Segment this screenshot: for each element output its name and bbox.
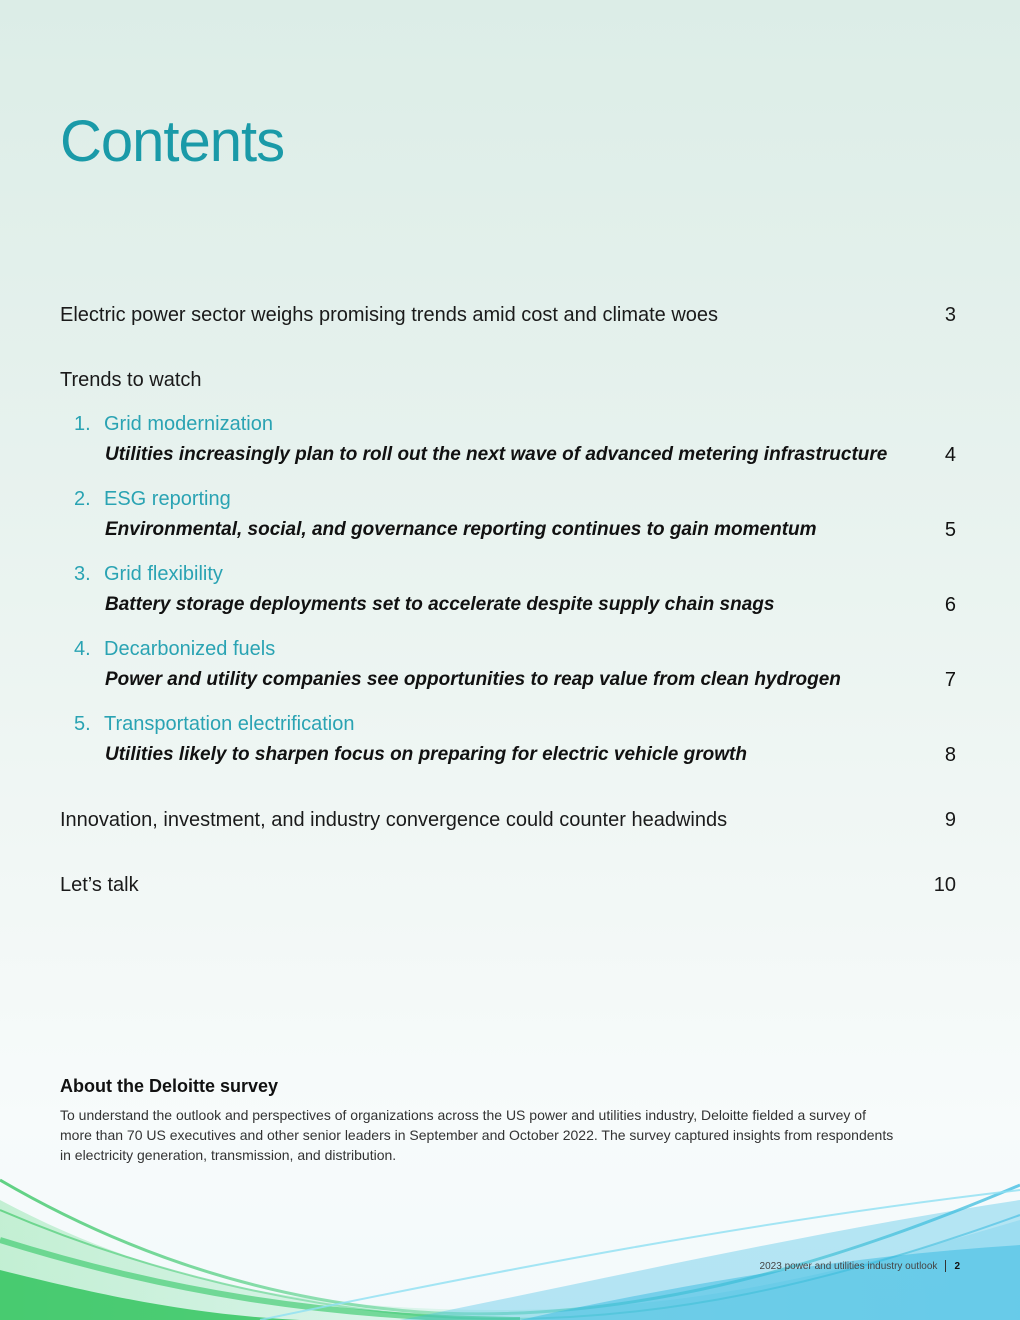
toc-page-number: 5 — [944, 518, 956, 541]
toc-entry-innovation[interactable] — [60, 805, 956, 835]
trend-title-label: Transportation electrification — [104, 712, 355, 735]
toc-page-number: 8 — [944, 743, 956, 766]
decorative-waves — [0, 1160, 1020, 1320]
trend-title-label: Grid flexibility — [104, 562, 223, 585]
trend-title-label: Decarbonized fuels — [104, 637, 276, 660]
trend-subtitle-4[interactable] — [105, 665, 956, 695]
toc-entry-label: Innovation, investment, and industry convergence could counter headwinds — [60, 808, 728, 831]
toc-page-number: 6 — [944, 593, 956, 616]
trend-title-4[interactable] — [74, 635, 275, 663]
toc-page-number: 9 — [944, 808, 956, 831]
page-title: Contents — [60, 109, 285, 174]
trend-subtitle-label: Utilities increasingly plan to roll out the next wave of advanced metering infrastructure — [105, 444, 888, 465]
footer-divider — [945, 1260, 946, 1272]
trend-subtitle-2[interactable] — [105, 515, 956, 545]
footer-page-number: 2 — [954, 1260, 960, 1272]
toc-entry-intro[interactable] — [60, 300, 956, 330]
trend-title-5[interactable] — [74, 710, 355, 738]
trend-subtitle-3[interactable] — [105, 590, 956, 620]
about-survey-body: To understand the outlook and perspectives of organizations across the US power and utilities industry, Deloitte fielded a survey of more than 70 US executives and other senior leaders in September and October 2022. The survey captured insights from respondents in electricity generation, transmission, and distribution. — [60, 1107, 894, 1163]
trend-subtitle-1[interactable] — [105, 440, 956, 470]
toc-entry-lets-talk[interactable] — [60, 870, 956, 900]
trend-number: 4. — [74, 637, 91, 660]
toc-page-number: 3 — [944, 303, 956, 326]
toc-entry-label: Let’s talk — [60, 873, 139, 896]
trends-heading-label: Trends to watch — [60, 368, 202, 391]
trend-number: 5. — [74, 712, 91, 735]
trend-number: 2. — [74, 487, 91, 510]
trend-subtitle-5[interactable] — [105, 740, 956, 770]
trend-title-1[interactable] — [74, 410, 273, 438]
trend-number: 3. — [74, 562, 91, 585]
trend-number: 1. — [74, 412, 91, 435]
page-footer — [760, 1258, 960, 1274]
trend-title-3[interactable] — [74, 560, 223, 588]
trend-subtitle-label: Power and utility companies see opportunities to reap value from clean hydrogen — [105, 669, 841, 690]
toc-page-number: 4 — [944, 443, 956, 466]
trends-heading — [60, 365, 956, 395]
footer-text: 2023 power and utilities industry outlook — [759, 1260, 938, 1272]
trend-title-label: Grid modernization — [104, 412, 273, 435]
trend-subtitle-label: Environmental, social, and governance reporting continues to gain momentum — [105, 519, 817, 540]
trend-subtitle-label: Utilities likely to sharpen focus on preparing for electric vehicle growth — [105, 744, 747, 765]
toc-page-number: 10 — [933, 873, 956, 896]
toc-page-number: 7 — [944, 668, 956, 691]
about-survey-title: About the Deloitte survey — [60, 1076, 279, 1096]
trend-title-2[interactable] — [74, 485, 231, 513]
toc-entry-label: Electric power sector weighs promising trends amid cost and climate woes — [60, 303, 719, 326]
trend-title-label: ESG reporting — [104, 487, 231, 510]
trend-subtitle-label: Battery storage deployments set to accelerate despite supply chain snags — [105, 594, 775, 615]
